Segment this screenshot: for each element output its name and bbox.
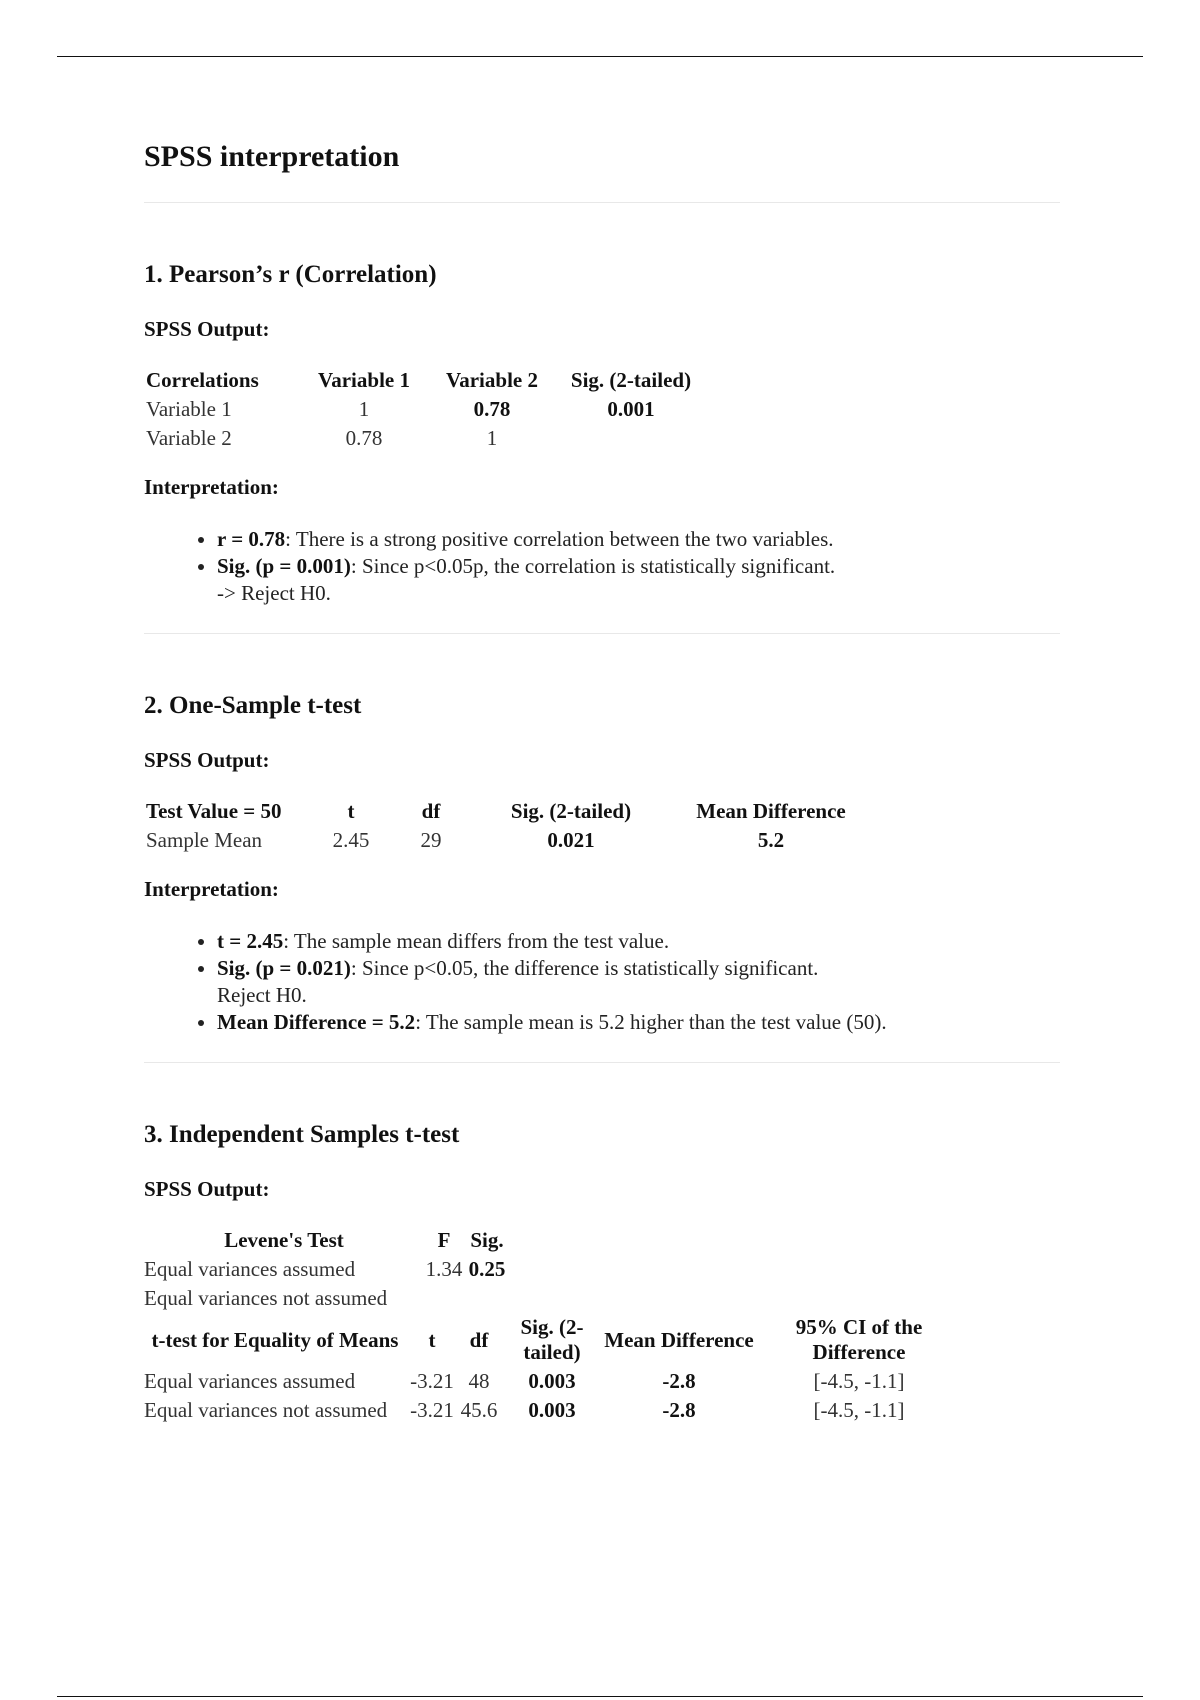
interpretation-list [144,928,1060,1036]
levene-table [144,1226,510,1313]
table-header-row [146,797,876,826]
column-header: Correlations [146,368,259,392]
section-divider [144,202,1060,203]
table-cell: -2.8 [662,1398,696,1422]
table-cell [556,424,706,453]
column-header: t [347,799,355,823]
column-header: df [469,1327,489,1352]
interpretation-label: Interpretation: [144,475,279,499]
table-cell: 29 [420,828,442,852]
column-header: F [437,1228,451,1252]
table-header-row [146,366,706,395]
table-cell: Equal variances assumed [144,1257,356,1281]
column-header: Sig. (2-tailed) [510,799,632,823]
interpretation-label: Interpretation: [144,877,279,901]
table-cell: 1 [358,397,370,421]
table-cell [424,1284,464,1313]
table-header-row [144,1226,510,1255]
table-cell: 2.45 [332,828,370,852]
table-row [146,424,706,453]
page-title: SPSS interpretation [144,140,400,173]
table-cell: Variable 2 [146,426,232,450]
table-cell: Variable 1 [146,397,232,421]
table-cell: 0.78 [345,426,383,450]
table-row [146,395,706,424]
column-header: Levene's Test [224,1228,344,1252]
table-row [144,1284,510,1313]
page-bottom-rule [57,1696,1143,1697]
table-cell: [-4.5, -1.1] [813,1369,905,1393]
table-cell: Equal variances not assumed [144,1398,388,1422]
table-cell: -2.8 [662,1369,696,1393]
table-cell: 5.2 [757,828,785,852]
spss-output-label: SPSS Output: [144,1177,270,1201]
section-heading-pearson: 1. Pearson’s r (Correlation) [144,261,437,288]
table-cell: 1 [486,426,498,450]
ttest-table [144,1313,964,1425]
column-header: Mean Difference [696,799,846,823]
table-cell: Equal variances assumed [144,1369,356,1393]
column-header: t-test for Equality of Means [151,1327,399,1352]
table-header-row [144,1313,964,1367]
column-header: df [421,799,441,823]
column-header: Sig. (2-tailed) [520,1315,584,1364]
list-item: • Sig. (p = 0.001): Since p<0.05p, the correlation is statistically significant. -> Reject H0. [217,553,1060,607]
table-row [144,1255,510,1284]
column-header: Sig. (2-tailed) [570,368,692,392]
column-header: Mean Difference [604,1327,754,1352]
interpretation-list [144,526,1060,607]
table-cell: 0.25 [468,1257,506,1281]
table-cell: -3.21 [410,1369,454,1393]
section-divider [144,633,1060,634]
column-header: 95% CI of the Difference [795,1315,923,1364]
section-heading-one-sample: 2. One-Sample t-test [144,692,362,719]
column-header: Sig. [470,1228,504,1252]
table-cell: 0.021 [547,828,595,852]
correlation-table [146,366,706,453]
table-row [144,1367,964,1396]
table-cell: 45.6 [460,1398,498,1422]
table-cell: 48 [468,1369,490,1393]
spss-output-label: SPSS Output: [144,748,270,772]
list-item: • Sig. (p = 0.021): Since p<0.05, the difference is statistically significant. Reject H0. [217,955,1060,1009]
table-cell: 0.003 [528,1398,576,1422]
table-cell: 0.001 [607,397,655,421]
table-cell: [-4.5, -1.1] [813,1398,905,1422]
table-cell: Sample Mean [146,828,263,852]
table-cell: 0.003 [528,1369,576,1393]
table-cell: -3.21 [410,1398,454,1422]
list-item: • Mean Difference = 5.2: The sample mean is 5.2 higher than the test value (50). [217,1009,1060,1036]
list-item: • r = 0.78: There is a strong positive correlation between the two variables. [217,526,1060,553]
column-header: Test Value = 50 [146,799,282,823]
column-header: Variable 1 [318,368,410,392]
column-header: Variable 2 [446,368,538,392]
table-row [146,826,876,855]
column-header: t [428,1327,436,1352]
list-item: • t = 2.45: The sample mean differs from the test value. [217,928,1060,955]
section-heading-independent: 3. Independent Samples t-test [144,1121,460,1148]
table-row [144,1396,964,1425]
spss-output-label: SPSS Output: [144,317,270,341]
table-cell: 0.78 [473,397,511,421]
document-body [144,140,1060,1425]
table-cell [464,1284,510,1313]
page-top-rule [57,56,1143,57]
one-sample-table [146,797,876,855]
table-cell: Equal variances not assumed [144,1286,388,1310]
section-divider [144,1062,1060,1063]
table-cell: 1.34 [425,1257,463,1281]
